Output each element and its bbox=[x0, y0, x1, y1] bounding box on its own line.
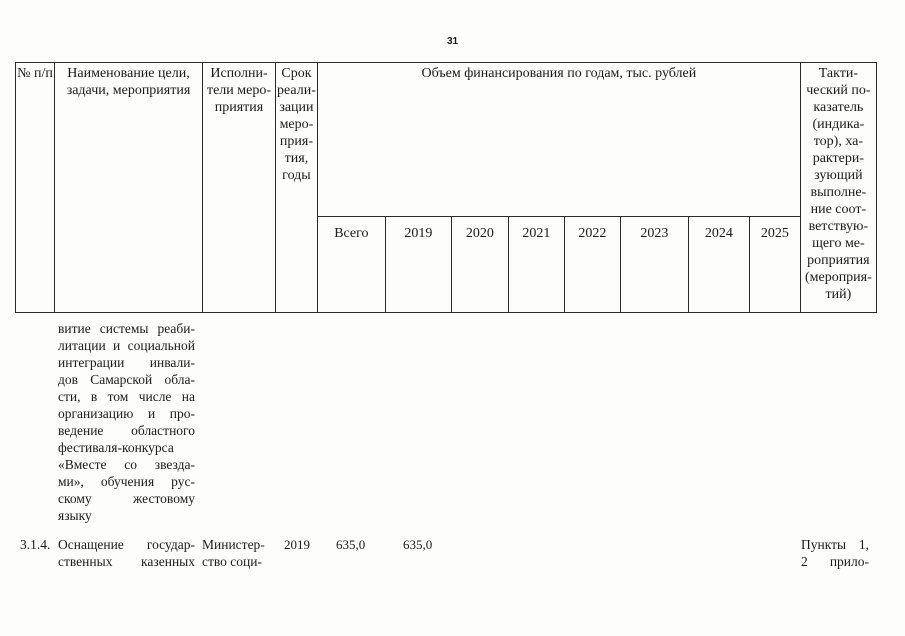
col-total-header: Всего bbox=[317, 217, 385, 313]
text-line: языку bbox=[58, 508, 92, 523]
text-line: литации и социальной bbox=[58, 338, 195, 353]
row-total: 635,0 bbox=[336, 537, 366, 552]
text-line: Пункты 1, bbox=[801, 537, 869, 552]
text-line: ми», обучения рус- bbox=[58, 474, 195, 489]
text-line: Оснащение государ- bbox=[58, 537, 195, 552]
row-measure-name bbox=[58, 536, 195, 570]
text-line: Министер- bbox=[202, 537, 265, 552]
col-term-header: Срок реали-зации меро-прия-тия, годы bbox=[276, 63, 318, 313]
col-2025-header: 2025 bbox=[749, 217, 800, 313]
col-2021-header: 2021 bbox=[508, 217, 564, 313]
col-indicator-header: Такти-ческий по-казатель (индика-тор), ха-рактери-зующий выполне-ние соот-ветствую-щего ме-роприятия (мероприя-тий) bbox=[800, 63, 876, 313]
text-line: фестиваля-конкурса bbox=[58, 440, 174, 455]
text-line: 2 прило- bbox=[801, 554, 869, 569]
col-name-header: Наименование цели, задачи, мероприятия bbox=[55, 63, 203, 313]
row-2019-value: 635,0 bbox=[403, 537, 433, 552]
text-line: организацию и про- bbox=[58, 406, 195, 421]
row-indicator bbox=[801, 536, 869, 570]
col-2023-header: 2023 bbox=[620, 217, 688, 313]
col-executors-header: Исполни-тели меро-приятия bbox=[203, 63, 276, 313]
text-line: «Вместе со звезда- bbox=[58, 457, 195, 472]
col-2024-header: 2024 bbox=[688, 217, 749, 313]
text-line: интеграции инвали- bbox=[58, 355, 195, 370]
row-executor bbox=[202, 536, 272, 570]
page-number: 31 bbox=[446, 36, 459, 47]
text-line: ственных казенных bbox=[58, 554, 195, 569]
text-line: витие системы реаби- bbox=[58, 321, 195, 336]
text-line: дов Самарской обла- bbox=[58, 372, 195, 387]
continued-measure-text bbox=[58, 320, 195, 524]
text-line: сти, в том числе на bbox=[58, 389, 195, 404]
col-2019-header: 2019 bbox=[385, 217, 451, 313]
col-2022-header: 2022 bbox=[564, 217, 620, 313]
header-table bbox=[15, 62, 877, 313]
row-term: 2019 bbox=[284, 537, 310, 552]
text-line: ведение областного bbox=[58, 423, 195, 438]
col-num-header: № п/п bbox=[16, 63, 55, 313]
col-funding-header: Объем финансирования по годам, тыс. рублей bbox=[317, 63, 800, 217]
row-number: 3.1.4. bbox=[20, 537, 51, 552]
text-line: ство соци- bbox=[202, 554, 262, 569]
col-2020-header: 2020 bbox=[451, 217, 508, 313]
text-line: скому жестовому bbox=[58, 491, 195, 506]
